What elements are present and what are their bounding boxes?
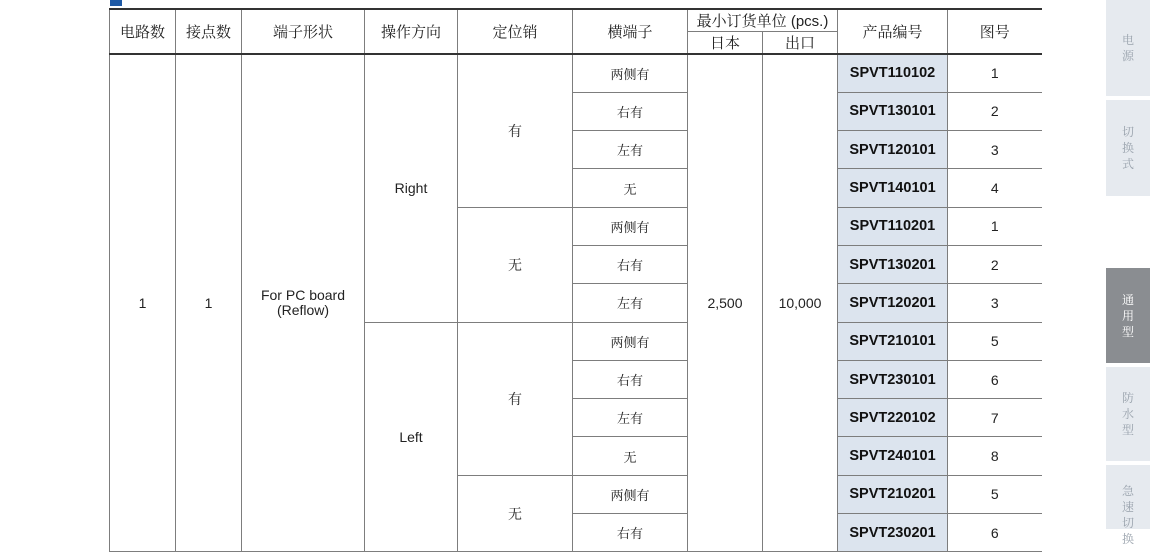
category-sidebar — [1106, 0, 1150, 546]
figure-cell: 6 — [948, 514, 1042, 552]
section-marker — [110, 0, 122, 6]
header-japan: 日本 — [688, 32, 763, 55]
side-terminal-cell: 两侧有 — [573, 475, 688, 513]
product-code-cell: SPVT120201 — [838, 284, 948, 322]
header-figure-no: 图号 — [948, 9, 1042, 54]
tab-label: 急速切换 — [1122, 484, 1135, 546]
figure-cell: 2 — [948, 245, 1042, 283]
pin-cell: 有 — [458, 54, 573, 207]
japan-qty-cell: 2,500 — [688, 54, 763, 552]
tab-power[interactable] — [1106, 0, 1150, 96]
product-code-cell: SPVT130101 — [838, 92, 948, 130]
tab-general-purpose[interactable] — [1106, 268, 1150, 363]
side-terminal-cell: 两侧有 — [573, 322, 688, 360]
header-min-order-unit: 最小订货单位 (pcs.) — [688, 9, 838, 32]
tab-switching[interactable] — [1106, 100, 1150, 196]
figure-cell: 6 — [948, 360, 1042, 398]
product-code-cell: SPVT240101 — [838, 437, 948, 475]
header-side-terminal: 横端子 — [573, 9, 688, 54]
side-terminal-cell: 两侧有 — [573, 54, 688, 92]
figure-cell: 3 — [948, 284, 1042, 322]
header-export: 出口 — [763, 32, 838, 55]
side-terminal-cell: 右有 — [573, 514, 688, 552]
product-code-cell: SPVT230101 — [838, 360, 948, 398]
side-terminal-cell: 左有 — [573, 284, 688, 322]
header-contacts: 接点数 — [176, 9, 242, 54]
side-terminal-cell: 右有 — [573, 92, 688, 130]
figure-cell: 1 — [948, 207, 1042, 245]
direction-cell: Left — [365, 322, 458, 552]
product-code-cell: SPVT110102 — [838, 54, 948, 92]
product-code-cell: SPVT230201 — [838, 514, 948, 552]
header-terminal-shape: 端子形状 — [242, 9, 365, 54]
pin-cell: 无 — [458, 475, 573, 552]
figure-cell: 3 — [948, 131, 1042, 169]
product-code-cell: SPVT220102 — [838, 399, 948, 437]
tab-waterproof[interactable] — [1106, 367, 1150, 461]
side-terminal-cell: 左有 — [573, 399, 688, 437]
side-terminal-cell: 无 — [573, 169, 688, 207]
header-positioning-pin: 定位销 — [458, 9, 573, 54]
figure-cell: 7 — [948, 399, 1042, 437]
product-code-cell: SPVT120101 — [838, 131, 948, 169]
header-product-code: 产品编号 — [838, 9, 948, 54]
side-terminal-cell: 两侧有 — [573, 207, 688, 245]
tab-label: 通用型 — [1122, 292, 1135, 339]
figure-cell: 5 — [948, 322, 1042, 360]
pin-cell: 无 — [458, 207, 573, 322]
direction-cell: Right — [365, 54, 458, 322]
tab-quick-switch[interactable] — [1106, 465, 1150, 546]
tab-label: 切换式 — [1122, 125, 1135, 171]
product-code-cell: SPVT210101 — [838, 322, 948, 360]
product-table — [109, 8, 1042, 552]
figure-cell: 8 — [948, 437, 1042, 475]
product-code-cell: SPVT140101 — [838, 169, 948, 207]
figure-cell: 5 — [948, 475, 1042, 513]
tab-label: 防水型 — [1122, 391, 1135, 437]
side-terminal-cell: 右有 — [573, 245, 688, 283]
side-terminal-cell: 右有 — [573, 360, 688, 398]
pin-cell: 有 — [458, 322, 573, 475]
figure-cell: 2 — [948, 92, 1042, 130]
circuits-cell: 1 — [110, 54, 176, 552]
terminal-shape-cell: For PC board (Reflow) — [242, 54, 365, 552]
figure-cell: 1 — [948, 54, 1042, 92]
side-terminal-cell: 左有 — [573, 131, 688, 169]
product-code-cell: SPVT210201 — [838, 475, 948, 513]
product-code-cell: SPVT130201 — [838, 245, 948, 283]
side-terminal-cell: 无 — [573, 437, 688, 475]
export-qty-cell: 10,000 — [763, 54, 838, 552]
header-operation-direction: 操作方向 — [365, 9, 458, 54]
product-code-cell: SPVT110201 — [838, 207, 948, 245]
tab-label: 电源 — [1122, 33, 1135, 63]
contacts-cell: 1 — [176, 54, 242, 552]
header-circuits: 电路数 — [110, 9, 176, 54]
figure-cell: 4 — [948, 169, 1042, 207]
